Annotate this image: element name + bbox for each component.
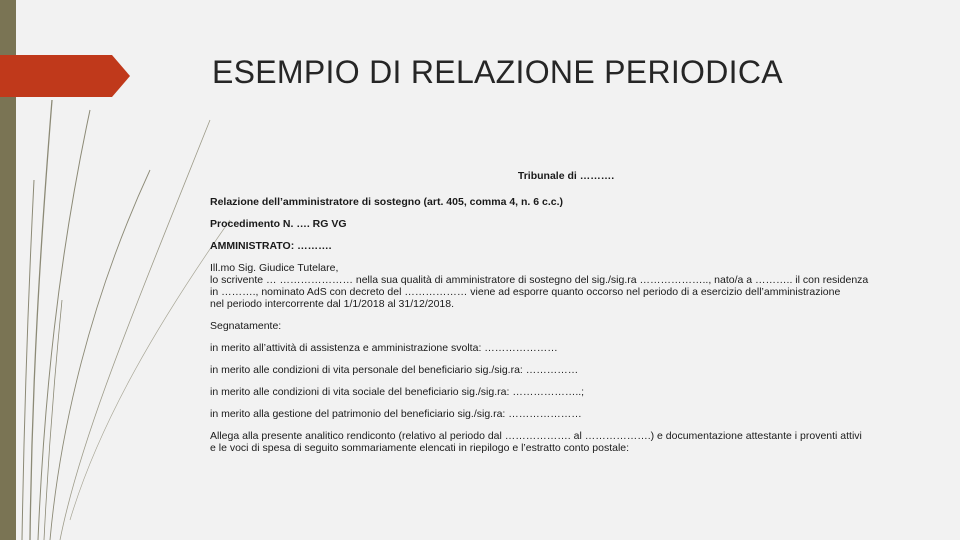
segnatamente-label: Segnatamente: <box>210 320 282 332</box>
report-heading: Relazione dell’amministratore di sostegno (art. 405, comma 4, n. 6 c.c.) <box>210 196 564 208</box>
item-activity: in merito all’attività di assistenza e amministrazione svolta: ………………… <box>210 342 558 354</box>
intro-line: lo scrivente … ………………… nella sua qualità di amministratore di sostegno del sig./sig.ra ……………….., nato/a a ……….. il con residenza <box>210 274 869 286</box>
slide-title: ESEMPIO DI RELAZIONE PERIODICA <box>212 54 783 90</box>
item-patrimony: in merito alla gestione del patrimonio del beneficiario sig./sig.ra: ………………… <box>210 408 582 420</box>
intro-line: nel periodo intercorrente dal 1/1/2018 al 31/12/2018. <box>210 298 455 310</box>
closing-line: e le voci di spesa di seguito sommariamente elencati in riepilogo e l’estratto conto postale: <box>210 442 630 454</box>
intro-line: Ill.mo Sig. Giudice Tutelare, <box>210 262 339 274</box>
intro-paragraph <box>210 262 902 310</box>
administered-person: AMMINISTRATO: ………. <box>210 240 332 252</box>
court-line: Tribunale di ………. <box>517 170 615 182</box>
closing-line: Allega alla presente analitico rendiconto (relativo al periodo dal ………………. al ……………….) e documentazione attestante i proventi attivi <box>210 430 862 442</box>
closing-paragraph <box>210 430 902 454</box>
item-personal-conditions: in merito alle condizioni di vita personale del beneficiario sig./sig.ra: …………… <box>210 364 579 376</box>
procedure-number: Procedimento N. …. RG VG <box>210 218 347 230</box>
item-social-conditions: in merito alle condizioni di vita sociale del beneficiario sig./sig.ra: ………………..; <box>210 386 585 398</box>
document-body <box>210 170 902 464</box>
accent-tab <box>0 55 130 97</box>
intro-line: in ………., nominato AdS con decreto del ……………… viene ad esporre quanto occorso nel periodo di a esercizio dell’amministrazione <box>210 286 841 298</box>
